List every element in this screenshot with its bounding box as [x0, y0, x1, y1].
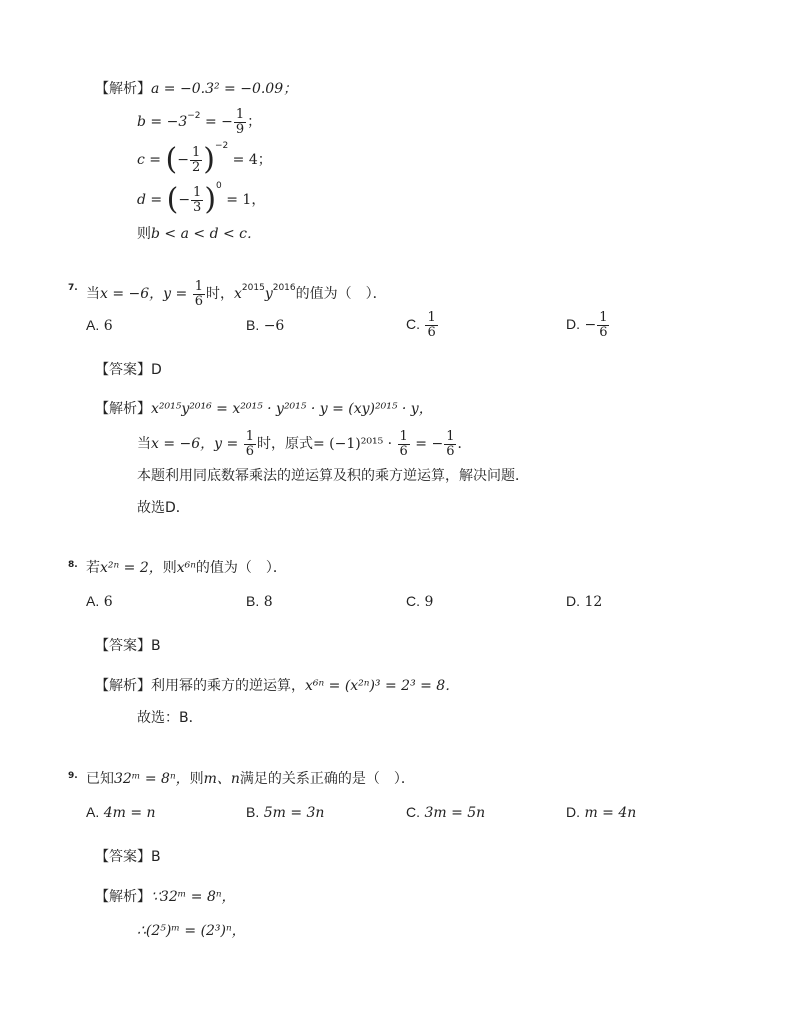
q9-analysis-line2: ∴(2⁵)ᵐ = (2³)ⁿ，	[137, 923, 246, 939]
q9-analysis-line1: 【解析】∵32ᵐ = 8ⁿ，	[95, 889, 236, 905]
q7-option-b[interactable]: B. −6	[246, 317, 285, 334]
analysis-label: 【解析】	[95, 81, 151, 97]
fraction: $\frac{1}{6}$	[245, 428, 254, 459]
q9-answer: 【答案】B	[95, 849, 161, 865]
sol6-c-line: c = (− $\frac{1}{2}$ )$^{-2}$ = 4；	[137, 141, 272, 177]
q7-analysis-line1: 【解析】x²⁰¹⁵y²⁰¹⁶ = x²⁰¹⁵ · y²⁰¹⁵ · y = (xy)²⁰¹⁵ · y，	[95, 401, 433, 417]
q8-answer: 【答案】B	[95, 638, 161, 654]
fraction: $\frac{1}{9}$	[235, 106, 245, 137]
fraction: $\frac{1}{6}$	[194, 278, 203, 309]
q8-option-b[interactable]: B. 8	[246, 593, 273, 610]
q7-analysis-line2: 当x = −6，y = $\frac{1}{6}$ 时，原式= (−1)²⁰¹⁵ · $\frac{1}{6}$ = − $\frac{1}{6}$ ．	[137, 428, 472, 459]
q7-choose: 故选D．	[137, 500, 190, 516]
sol6-conclusion: 则b < a < d < c．	[137, 226, 262, 242]
q7-option-a[interactable]: A. 6	[86, 317, 113, 334]
q9-option-b[interactable]: B. 5m = 3n	[246, 804, 325, 821]
q7-stem: 当x = −6，y = $\frac{1}{6}$ 时，$x^{2015}y^{2016}$的值为（ ）．	[86, 278, 387, 309]
fraction: $\frac{1}{6}$	[399, 428, 408, 459]
q8-analysis: 【解析】利用幂的乘方的逆运算，x⁶ⁿ = (x²ⁿ)³ = 2³ = 8．	[95, 678, 460, 694]
question-number: 9.	[68, 771, 78, 781]
q9-option-a[interactable]: A. 4m = n	[86, 804, 156, 821]
question-number: 7.	[68, 283, 78, 293]
q9-option-d[interactable]: D. m = 4n	[566, 804, 637, 821]
fraction: $\frac{1}{2}$	[191, 144, 201, 175]
q7-analysis-line3: 本题利用同底数幂乘法的逆运算及积的乘方逆运算，解决问题．	[137, 468, 529, 484]
question-number: 8.	[68, 560, 78, 570]
fraction: $\frac{1}{6}$	[446, 428, 455, 459]
fraction: $\frac{1}{6}$	[427, 309, 436, 340]
sol6-b-line: $b = -3^{-2}$ = − $\frac{1}{9}$ ；	[137, 106, 262, 137]
q8-stem: 若x²ⁿ = 2，则x⁶ⁿ的值为（ ）．	[86, 560, 287, 576]
sol6-analysis-line	[95, 80, 297, 98]
q9-option-c[interactable]: C. 3m = 5n	[406, 804, 486, 821]
q7-option-d[interactable]: D. − $\frac{1}{6}$	[566, 309, 608, 340]
q8-option-d[interactable]: D. 12	[566, 593, 603, 610]
sol6-a-line: a = −0.3² = −0.09；	[151, 81, 298, 97]
q7-answer: 【答案】D	[95, 362, 162, 378]
q8-option-a[interactable]: A. 6	[86, 593, 113, 610]
q8-option-c[interactable]: C. 9	[406, 593, 434, 610]
q9-stem: 已知32ᵐ = 8ⁿ，则m、n满足的关系正确的是（ ）．	[86, 771, 415, 787]
q8-choose: 故选：B．	[137, 710, 203, 726]
q7-option-c[interactable]: C. $\frac{1}{6}$	[406, 309, 436, 340]
sol6-d-line: d = (− $\frac{1}{3}$ )$^0$ = 1，	[137, 181, 266, 217]
fraction: $\frac{1}{3}$	[193, 184, 202, 215]
fraction: $\frac{1}{6}$	[599, 309, 608, 340]
